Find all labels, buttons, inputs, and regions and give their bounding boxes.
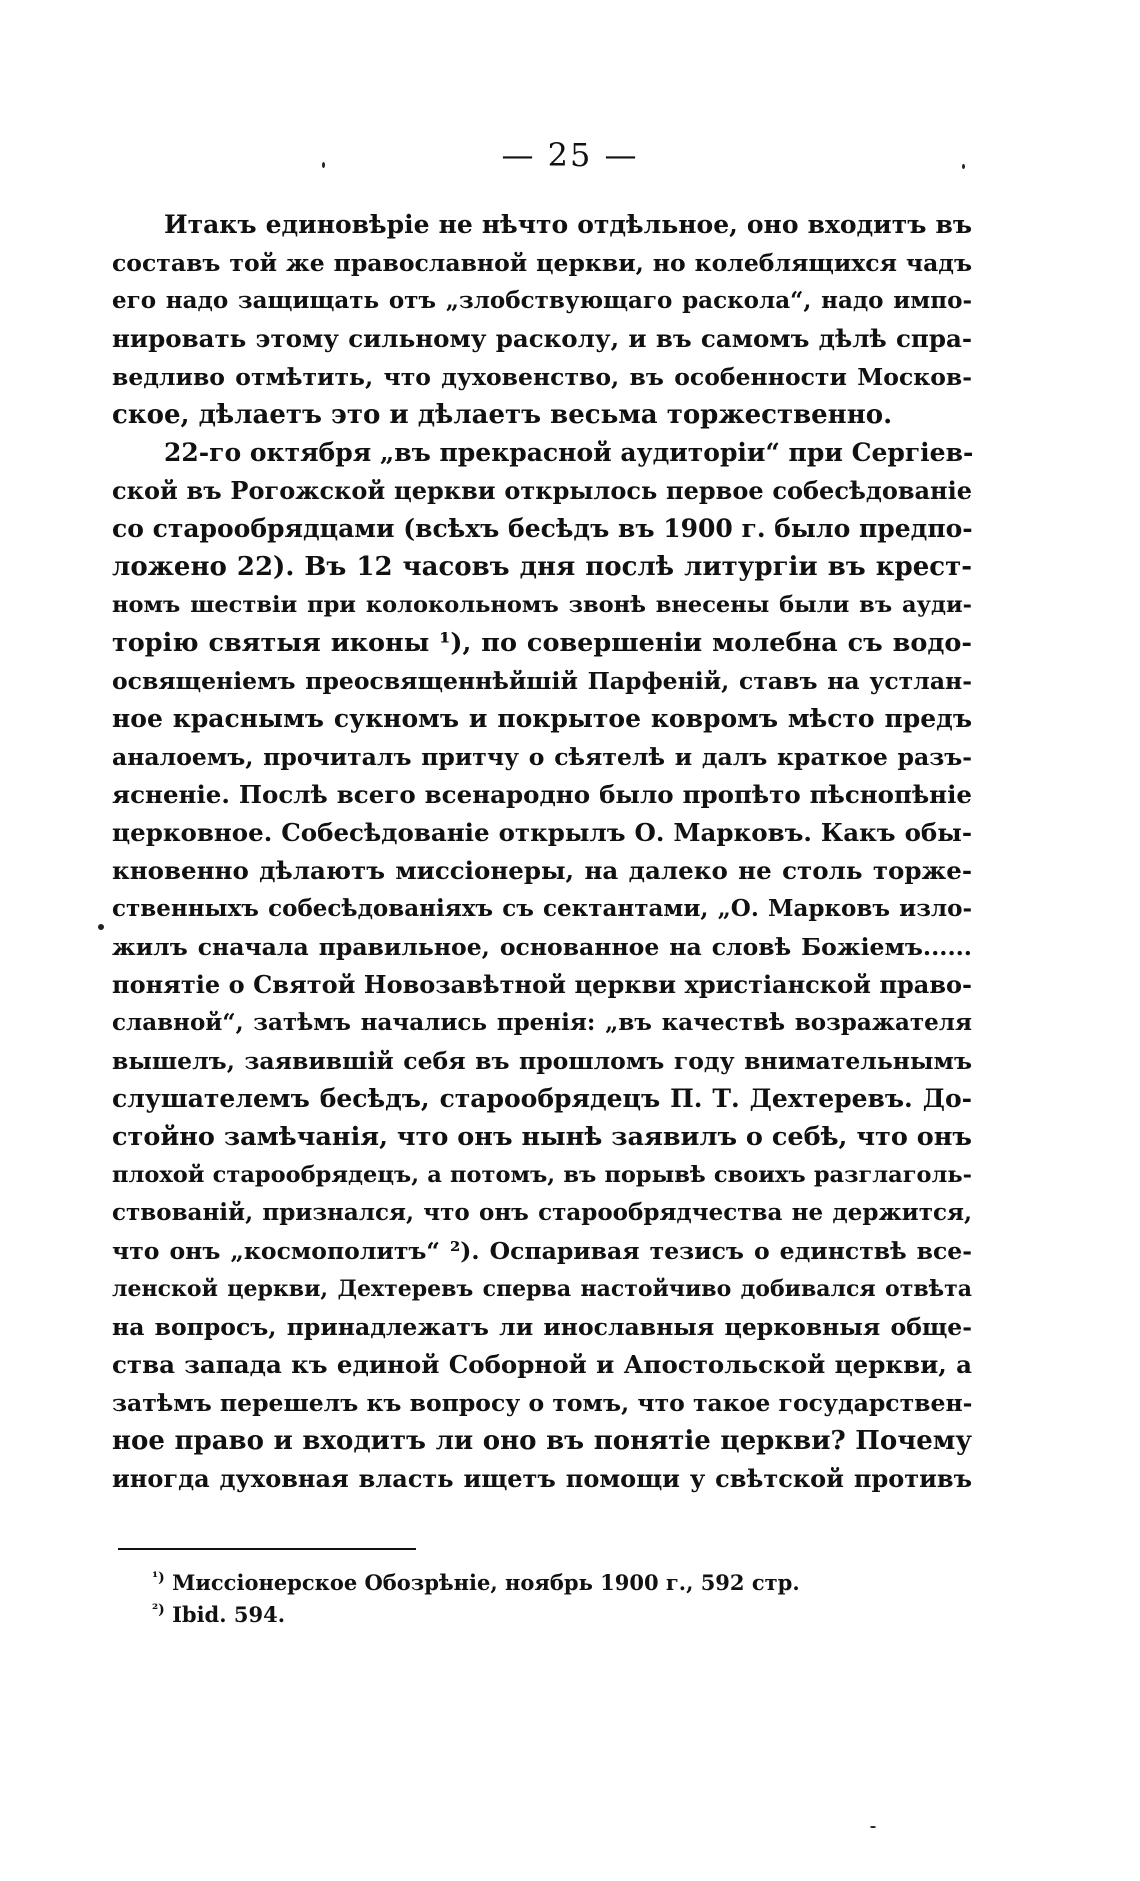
text-line: слушателемъ бесѣдъ, старообрядецъ П. Т. Дехтеревъ. До- [112,1084,972,1113]
text-line: ведливо отмѣтить, что духовенство, въ особенности Москов- [112,363,972,391]
text-line: ложено 22). Въ 12 часовъ дня послѣ литургіи въ крест- [112,552,972,582]
text-line: славной“, затѣмъ начались пренія: „въ качествѣ возражателя [112,1009,972,1036]
scan-speck [870,1826,876,1828]
text-line: номъ шествіи при колокольномъ звонѣ внесены были въ ауди- [112,592,972,618]
text-line: иногда духовная власть ищетъ помощи у свѣтской противъ [112,1464,972,1493]
text-line: торію святыя иконы ¹), по совершеніи молебна съ водо- [112,628,972,658]
text-line: стойно замѣчанія, что онъ нынѣ заявилъ о себѣ, что онъ [112,1122,972,1152]
text-line: ственныхъ собесѣдованіяхъ съ сектантами, „О. Марковъ изло- [112,895,972,922]
scan-speck [962,164,965,169]
text-line: ское, дѣлаетъ это и дѣлаетъ весьма торжественно. [112,400,893,430]
footnote-1 [152,1568,800,1598]
text-line: церковное. Собесѣдованіе открылъ О. Марковъ. Какъ обы- [112,818,972,847]
text-line: со старообрядцами (всѣхъ бесѣдъ въ 1900 г. было предпо- [112,514,973,543]
text-line: жилъ сначала правильное, основанное на словѣ Божіемъ...... [112,933,972,961]
text-line: составъ той же православной церкви, но колеблящихся чадъ [112,249,972,277]
footnote-2-mark: ²) [152,1602,165,1618]
text-line: аналоемъ, прочиталъ притчу о сѣятелѣ и далъ краткое разъ- [112,743,972,771]
footnote-1-text: Миссіонерское Обозрѣніе, ноябрь 1900 г., 592 стр. [164,1570,800,1595]
text-line: нировать этому сильному расколу, и въ самомъ дѣлѣ спра- [112,324,972,353]
text-line: Итакъ единовѣріе не нѣчто отдѣльное, оно входитъ въ [164,210,972,239]
text-line: ства запада къ единой Соборной и Апостольской церкви, а [112,1350,972,1379]
scan-speck [322,162,325,168]
text-line: ясненіе. Послѣ всего всенародно было пропѣто пѣснопѣніе [112,780,972,809]
page-number: — 25 — [501,136,639,174]
text-line: что онъ „космополитъ“ ²). Оспаривая тезисъ о единствѣ все- [112,1237,972,1265]
text-line: ное краснымъ сукномъ и покрытое ковромъ мѣсто предъ [112,704,972,733]
text-line: 22-го октября „въ прекрасной аудиторіи“ при Сергіев- [164,438,974,467]
text-line: на вопросъ, принадлежатъ ли инославныя церковныя обще- [112,1313,972,1341]
text-line: ской въ Рогожской церкви открылось первое собесѣдованіе [112,476,972,505]
text-line: ствованій, признался, что онъ старообрядчества не держится, [112,1199,972,1226]
text-line: его надо защищать отъ „злобствующаго раскола“, надо импо- [112,287,972,314]
text-line: плохой старообрядецъ, а потомъ, въ порывѣ своихъ разглаголь- [112,1162,972,1188]
text-line: освященіемъ преосвященнѣйшій Парфеній, ставъ на устлан- [112,667,972,695]
text-line: вышелъ, заявившій себя въ прошломъ году внимательнымъ [112,1047,972,1075]
footnote-divider [118,1548,416,1550]
text-line: ленской церкви, Дехтеревъ сперва настойчиво добивался отвѣта [112,1276,972,1302]
footnote-2-text: Ibid. 594. [164,1602,286,1627]
text-line: ное право и входитъ ли оно въ понятіе церкви? Почему [112,1426,972,1456]
text-line: понятіе о Святой Новозавѣтной церкви христіанской право- [112,970,972,999]
scan-speck [98,924,104,930]
text-line: затѣмъ перешелъ къ вопросу о томъ, что такое государствен- [112,1389,973,1417]
text-line: кновенно дѣлаютъ миссіонеры, на далеко не столь торже- [112,856,972,885]
footnote-1-mark: ¹) [152,1570,165,1586]
footnote-2 [152,1600,285,1630]
